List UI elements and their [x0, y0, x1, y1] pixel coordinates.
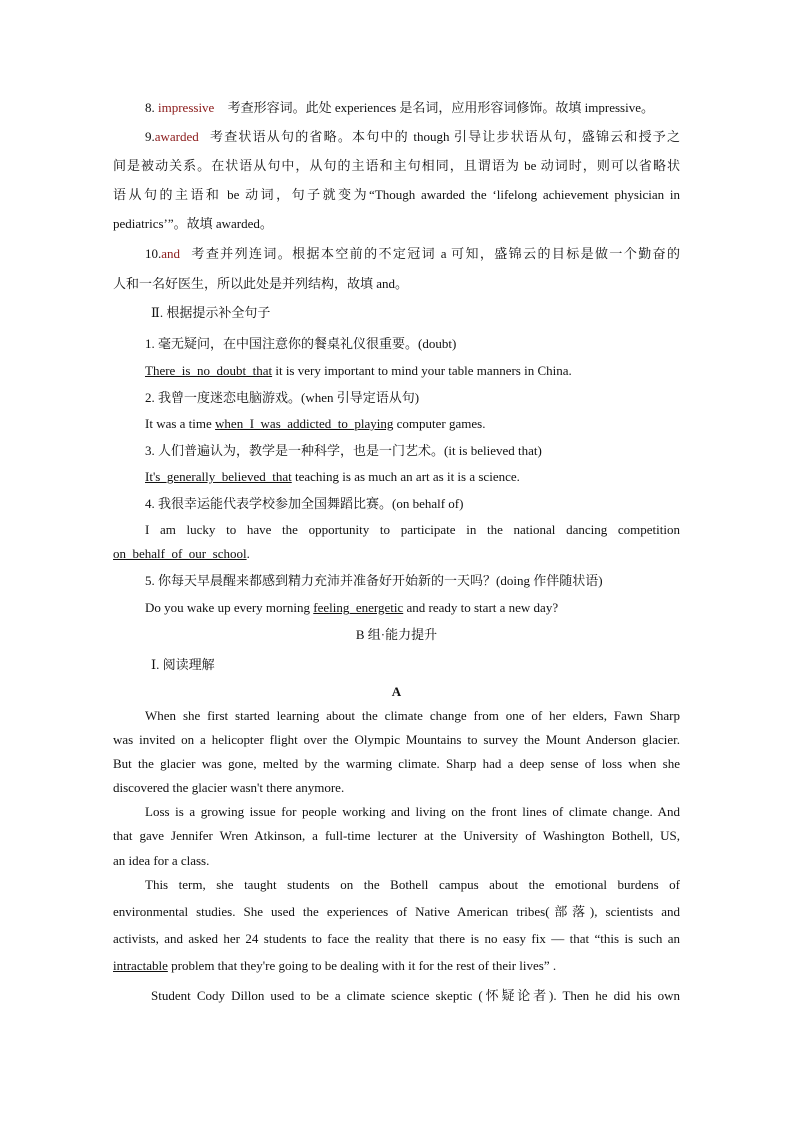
passage-line: an idea for a class.	[113, 853, 210, 868]
answer-rest: it is very important to mind your table manners in China.	[272, 363, 572, 378]
section-title: Ⅰ. 阅读理解	[151, 657, 215, 672]
answer-rest: .	[246, 546, 250, 561]
answer-number: 9.	[145, 129, 155, 144]
exercise-answer: I am lucky to have the opportunity to participate in the national dancing competition	[145, 522, 680, 537]
exercise-answer	[145, 416, 680, 432]
section-title: Ⅱ. 根据提示补全句子	[151, 305, 271, 320]
passage-line: activists, and asked her 24 students to face the reality that there is no easy fix — that “this is such an	[113, 931, 680, 946]
passage-line: Student Cody Dillon used to be a climate science skeptic (怀疑论者). Then he did his own	[151, 988, 680, 1003]
passage-line: But the glacier was gone, melted by the warming climate. Sharp had a deep sense of loss when she	[113, 756, 680, 771]
answer-explanation-line: 人和一名好医生，所以此处是并列结构，故填 and。	[113, 276, 409, 291]
answer-key: impressive	[158, 100, 215, 115]
passage-line: that gave Jennifer Wren Atkinson, a full-time lecturer at the University of Washington Bothell, US,	[113, 828, 680, 843]
answer-explanation: 考查并列连词。根据本空前的不定冠词 a 可知，盛锦云的目标是做一个勤奋的	[190, 246, 680, 261]
exercise-answer	[145, 363, 680, 379]
passage-line: Loss is a growing issue for people working and living on the front lines of climate change. And	[145, 804, 680, 819]
answer-number: 8.	[145, 100, 155, 115]
answer-explanation-line: 语从句的主语和 be 动词，句子就变为“Though awarded the ‘lifelong achievement physician in	[113, 187, 680, 202]
passage-text: problem that they're going to be dealing with it for the rest of their lives” .	[167, 958, 557, 973]
answer-8	[145, 100, 680, 116]
answer-key: and	[161, 246, 181, 261]
underlined-word: intractable	[113, 958, 168, 973]
exercise-prompt: 3. 人们普遍认为，教学是一种科学，也是一门艺术。(it is believed that)	[145, 443, 542, 458]
exercise-answer-cont	[113, 546, 680, 562]
answer-key: awarded	[154, 129, 199, 144]
passage-line: environmental studies. She used the experiences of Native American tribes(部落), scientists and	[113, 904, 680, 919]
exercise-prompt: 1. 毫无疑问，在中国注意你的餐桌礼仪很重要。(doubt)	[145, 336, 457, 351]
answer-explanation: 考查状语从句的省略。本句中的 though 引导让步状语从句，盛锦云和授予之	[208, 129, 680, 144]
answer-rest: and ready to start a new day?	[403, 600, 559, 615]
passage-line: discovered the glacier wasn't there anymore.	[113, 780, 345, 795]
passage-line	[113, 958, 680, 974]
answer-9	[145, 129, 680, 145]
answer-prefix: Do you wake up every morning	[145, 600, 314, 615]
answer-10	[145, 246, 680, 262]
exercise-prompt: 2. 我曾一度迷恋电脑游戏。(when 引导定语从句)	[145, 390, 420, 405]
group-title: B 组·能力提升	[355, 627, 438, 642]
answer-blank: There_is_no_doubt_that	[145, 363, 273, 378]
exercise-answer	[145, 469, 680, 485]
passage-line: When she first started learning about the climate change from one of her elders, Fawn Sharp	[145, 708, 680, 723]
answer-number: 10.	[145, 246, 162, 261]
passage-label: A	[391, 684, 402, 699]
answer-explanation-line: 间是被动关系。在状语从句中，从句的主语和主句相同，且谓语为 be 动词时，则可以省略状	[113, 158, 680, 173]
answer-blank: feeling_energetic	[313, 600, 404, 615]
answer-rest: teaching is as much an art as it is a science.	[291, 469, 520, 484]
answer-blank: when_I_was_addicted_to_playing	[215, 416, 394, 431]
passage-line: was invited on a helicopter flight over the Olympic Mountains to survey the Mount Anderson glacier.	[113, 732, 680, 747]
answer-blank: It's_generally_believed_that	[145, 469, 292, 484]
answer-prefix: It was a time	[145, 416, 216, 431]
answer-rest: computer games.	[393, 416, 486, 431]
exercise-answer	[145, 600, 680, 616]
answer-explanation-line: pediatrics’”。故填 awarded。	[113, 216, 273, 231]
answer-explanation: 考查形容词。此处 experiences 是名词，应用形容词修饰。故填 impressive。	[227, 100, 655, 115]
answer-blank: on_behalf_of_our_school	[113, 546, 247, 561]
exercise-prompt: 4. 我很幸运能代表学校参加全国舞蹈比赛。(on behalf of)	[145, 496, 464, 511]
exercise-prompt: 5. 你每天早晨醒来都感到精力充沛并准备好开始新的一天吗？(doing 作伴随状语)	[145, 573, 603, 588]
passage-line: This term, she taught students on the Bothell campus about the emotional burdens of	[145, 877, 680, 892]
